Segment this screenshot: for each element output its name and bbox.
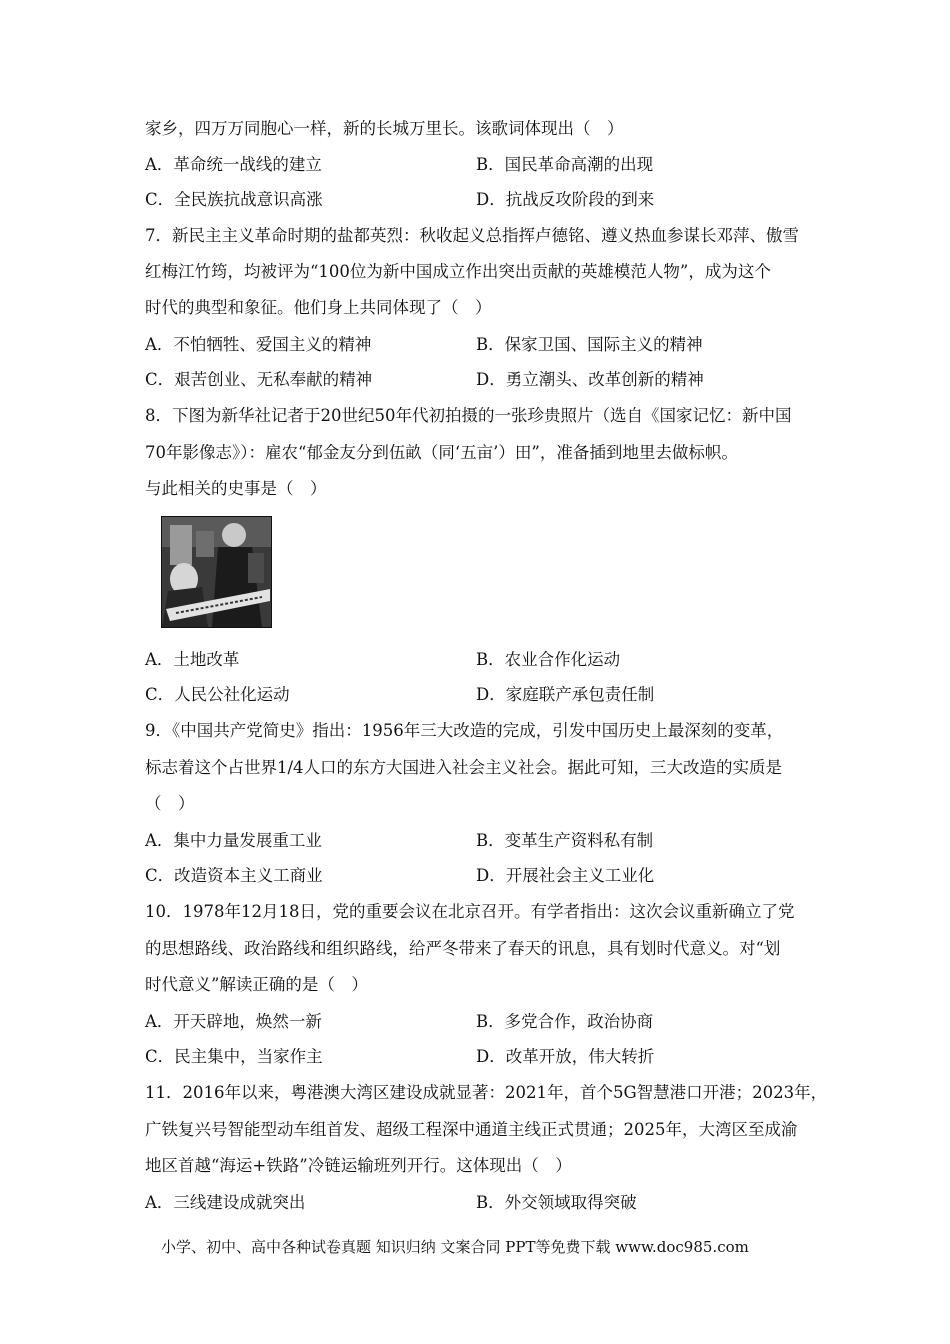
q10-stem-line: 10．1978年12月18日，党的重要会议在北京召开。有学者指出：这次会议重新确立了党: [145, 902, 795, 921]
q9-option-a: A．集中力量发展重工业: [145, 831, 322, 850]
q10-stem-line: 时代意义”解读正确的是（ ）: [145, 975, 368, 994]
q11-stem-line: 11．2016年以来，粤港澳大湾区建设成就显著：2021年，首个5G智慧港口开港；2023年，: [145, 1083, 828, 1102]
historical-photo: [161, 516, 272, 628]
q9-option-b: B．变革生产资料私有制: [476, 831, 654, 850]
q8-stem-line: 与此相关的史事是（ ）: [145, 479, 327, 498]
q10-stem-line: 的思想路线、政治路线和组织路线，给严冬带来了春天的讯息，具有划时代意义。对“划: [145, 939, 781, 958]
q10-option-d: D．改革开放，伟大转折: [476, 1047, 655, 1066]
q7-option-d: D．勇立潮头、改革创新的精神: [476, 370, 704, 389]
q11-option-a: A．三线建设成就突出: [145, 1193, 306, 1212]
q6-option-b: B．国民革命高潮的出现: [476, 155, 654, 174]
q9-stem-line: （ ）: [145, 794, 195, 813]
q7-stem-line: 红梅江竹筠，均被评为“100位为新中国成立作出突出贡献的英雄模范人物”，成为这个: [145, 262, 771, 281]
q7-option-b: B．保家卫国、国际主义的精神: [476, 335, 703, 354]
page-footer: 小学、初中、高中各种试卷真题 知识归纳 文案合同 PPT等免费下载 www.doc985.com: [161, 1238, 749, 1256]
q7-stem-line: 7．新民主主义革命时期的盐都英烈：秋收起义总指挥卢德铭、遵义热血参谋长邓萍、傲雪: [145, 226, 799, 245]
q9-stem-line: 9．《中国共产党简史》指出：1956年三大改造的完成，引发中国历史上最深刻的变革，: [145, 721, 784, 740]
q11-stem-line: 地区首越“海运+铁路”冷链运输班列开行。这体现出（ ）: [145, 1156, 572, 1175]
q7-option-c: C．艰苦创业、无私奉献的精神: [145, 370, 373, 389]
q9-option-d: D．开展社会主义工业化: [476, 866, 655, 885]
q10-option-a: A．开天辟地，焕然一新: [145, 1012, 322, 1031]
q6-stem: 家乡，四万万同胞心一样，新的长城万里长。该歌词体现出（ ）: [145, 119, 624, 138]
q10-option-c: C．民主集中，当家作主: [145, 1047, 323, 1066]
q8-option-a: A．土地改革: [145, 650, 240, 669]
q8-option-b: B．农业合作化运动: [476, 650, 621, 669]
q6-option-a: A．革命统一战线的建立: [145, 155, 322, 174]
q8-stem-line: 8．下图为新华社记者于20世纪50年代初拍摄的一张珍贵照片（选自《国家记忆：新中国: [145, 406, 792, 425]
q9-stem-line: 标志着这个占世界1/4人口的东方大国进入社会主义社会。据此可知，三大改造的实质是: [145, 758, 783, 777]
q11-stem-line: 广铁复兴号智能型动车组首发、超级工程深中通道主线正式贯通；2025年，大湾区至成渝: [145, 1120, 798, 1139]
q8-stem-line: 70年影像志》）：雇农“郁金友分到伍畝（同‘五亩’）田”，准备插到地里去做标帜。: [145, 443, 738, 462]
q8-option-c: C．人民公社化运动: [145, 685, 290, 704]
q11-option-b: B．外交领域取得突破: [476, 1193, 637, 1212]
q8-option-d: D．家庭联产承包责任制: [476, 685, 655, 704]
q7-stem-line: 时代的典型和象征。他们身上共同体现了（ ）: [145, 298, 492, 317]
photo-illustration: [162, 517, 271, 627]
q6-option-d: D．抗战反攻阶段的到来: [476, 190, 655, 209]
q7-option-a: A．不怕牺牲、爱国主义的精神: [145, 335, 372, 354]
q10-option-b: B．多党合作，政治协商: [476, 1012, 654, 1031]
q6-option-c: C．全民族抗战意识高涨: [145, 190, 323, 209]
q9-option-c: C．改造资本主义工商业: [145, 866, 323, 885]
